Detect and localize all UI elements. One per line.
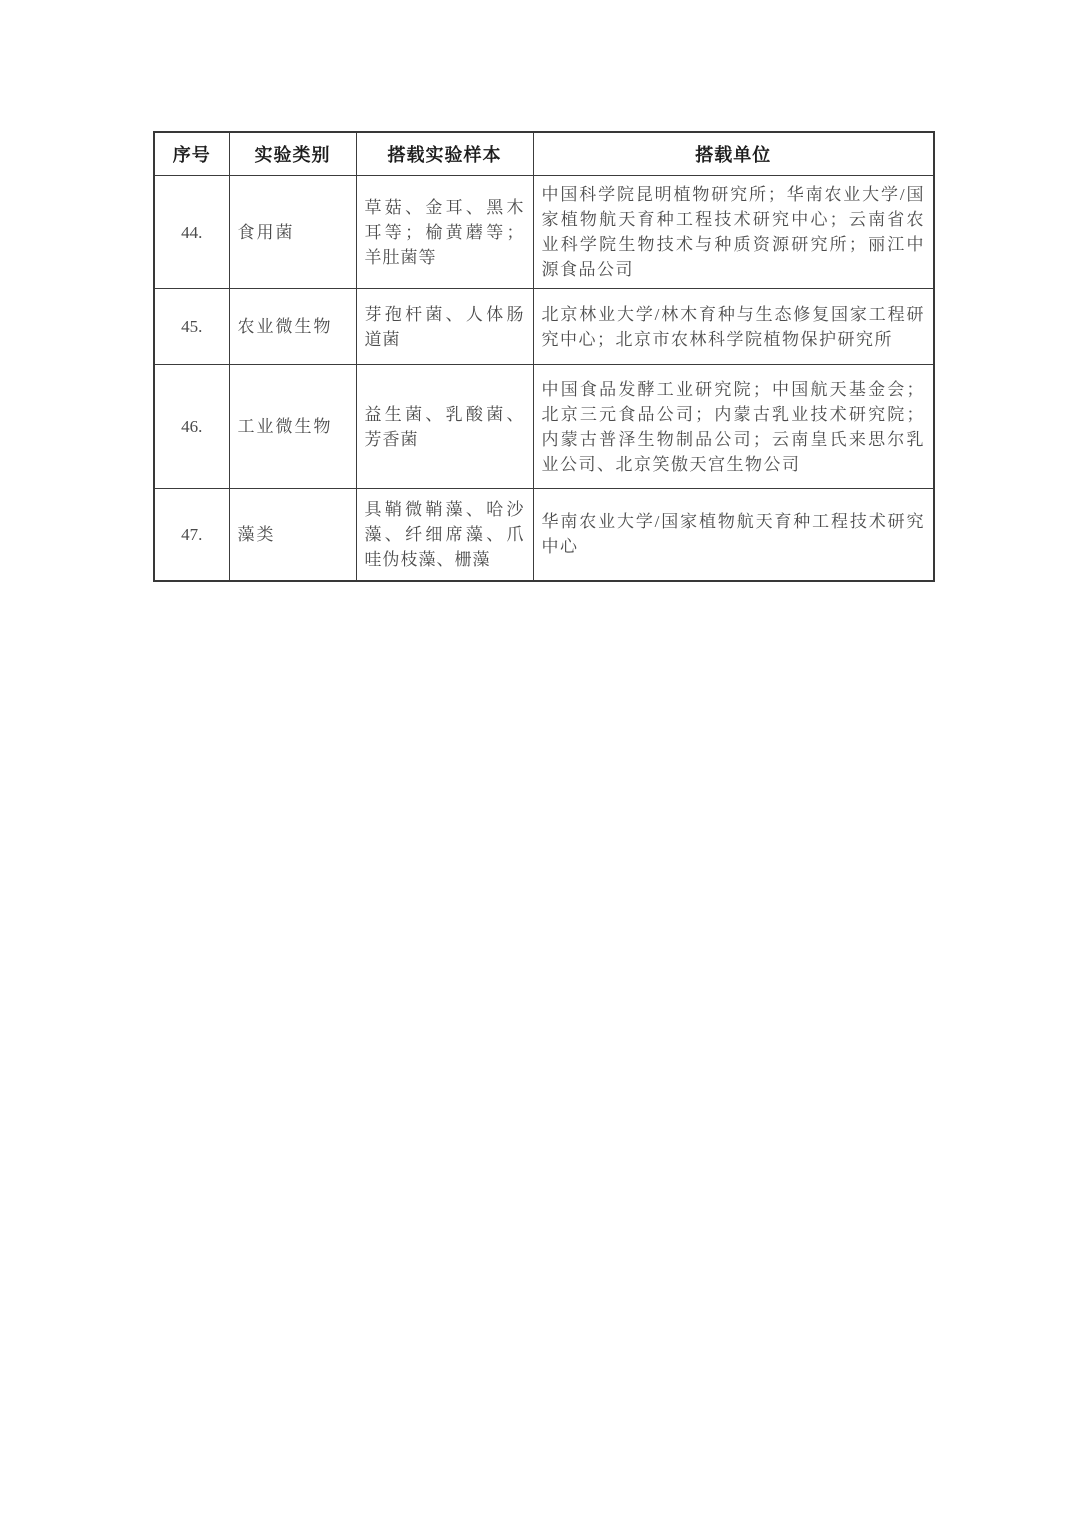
row-samples: 芽孢杆菌、人体肠道菌 [356, 289, 533, 365]
row-units: 华南农业大学/国家植物航天育种工程技术研究中心 [533, 489, 934, 581]
table-row [154, 176, 934, 289]
table-row [154, 365, 934, 489]
row-serial-number: 44. [154, 176, 229, 289]
row-category: 农业微生物 [229, 289, 356, 365]
table-row [154, 289, 934, 365]
row-serial-number: 46. [154, 365, 229, 489]
header-carried-samples: 搭载实验样本 [356, 132, 533, 176]
table-row [154, 489, 934, 581]
row-category: 工业微生物 [229, 365, 356, 489]
row-serial-number: 45. [154, 289, 229, 365]
table-header-row [154, 132, 934, 176]
payload-experiments-table [153, 131, 935, 582]
row-category: 藻类 [229, 489, 356, 581]
header-serial-number: 序号 [154, 132, 229, 176]
row-units: 中国科学院昆明植物研究所；华南农业大学/国家植物航天育种工程技术研究中心；云南省农业科学院生物技术与种质资源研究所；丽江中源食品公司 [533, 176, 934, 289]
header-carrying-units: 搭载单位 [533, 132, 934, 176]
header-experiment-category: 实验类别 [229, 132, 356, 176]
row-samples: 具鞘微鞘藻、哈沙藻、纤细席藻、爪哇伪枝藻、栅藻 [356, 489, 533, 581]
row-units: 北京林业大学/林木育种与生态修复国家工程研究中心；北京市农林科学院植物保护研究所 [533, 289, 934, 365]
row-samples: 草菇、金耳、黑木耳等；榆黄蘑等；羊肚菌等 [356, 176, 533, 289]
row-units: 中国食品发酵工业研究院；中国航天基金会；北京三元食品公司；内蒙古乳业技术研究院；内蒙古普泽生物制品公司；云南皇氏来思尔乳业公司、北京笑傲天宫生物公司 [533, 365, 934, 489]
row-serial-number: 47. [154, 489, 229, 581]
row-category: 食用菌 [229, 176, 356, 289]
row-samples: 益生菌、乳酸菌、芳香菌 [356, 365, 533, 489]
